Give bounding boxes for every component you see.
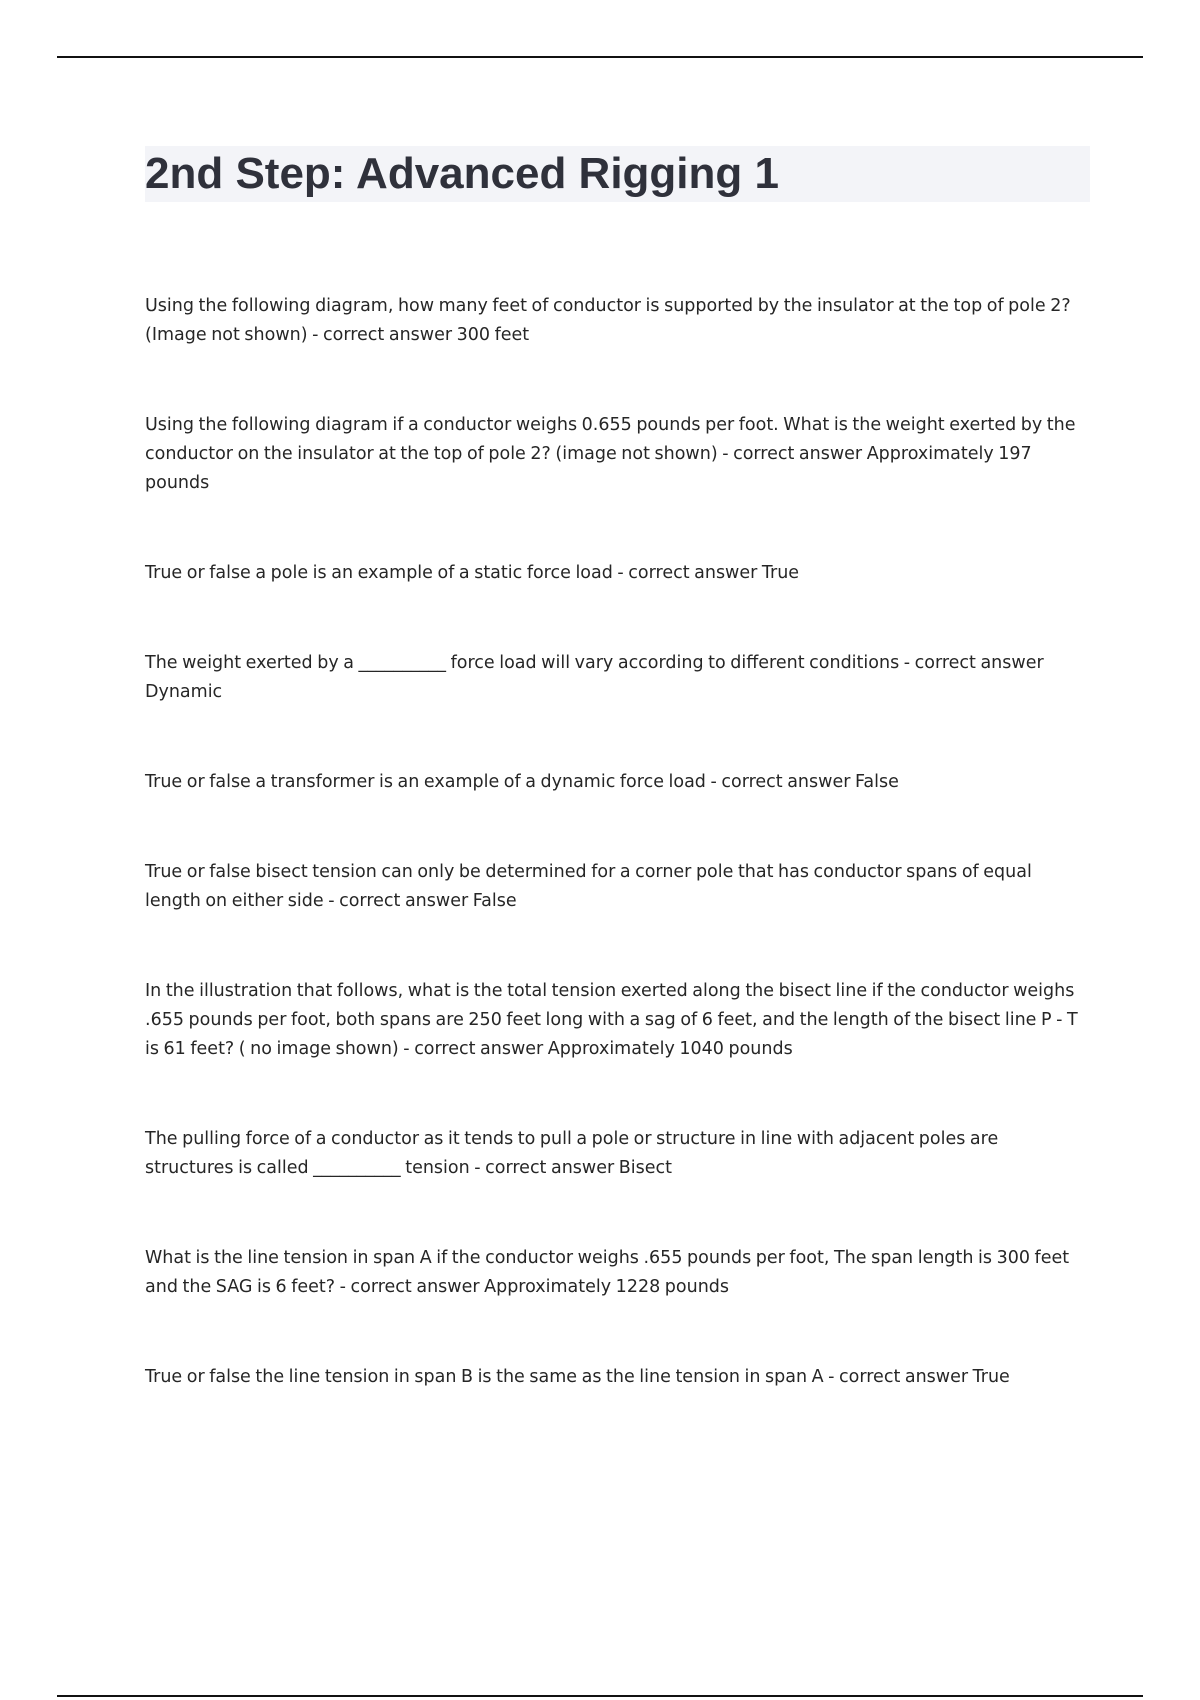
qa-item: In the illustration that follows, what is the total tension exerted along the bisect line if the conductor weighs .655 pounds per foot, both spans are 250 feet long with a sag of 6 feet, and the length of the bisect line P - T is 61 feet? ( no image shown) - correct answer Approximately 1040 pounds [145,981,1078,1059]
qa-item: Using the following diagram, how many feet of conductor is supported by the insulator at the top of pole 2? (Image not shown) - correct answer 300 feet [145,296,1071,345]
bottom-rule [57,1695,1143,1697]
qa-item: True or false bisect tension can only be determined for a corner pole that has conductor spans of equal length on either side - correct answer False [145,862,1032,911]
top-rule [57,56,1143,58]
qa-item: The weight exerted by a __________ force load will vary according to different conditions - correct answer Dynamic [145,653,1044,702]
qa-list [145,292,1090,1392]
qa-item: True or false the line tension in span B is the same as the line tension in span A - correct answer True [145,1367,1010,1387]
qa-item: True or false a pole is an example of a static force load - correct answer True [145,563,800,583]
qa-item: Using the following diagram if a conductor weighs 0.655 pounds per foot. What is the weight exerted by the conductor on the insulator at the top of pole 2? (image not shown) - correct answer Approximately 197 pounds [145,415,1076,493]
document-title: 2nd Step: Advanced Rigging 1 [145,149,779,198]
qa-item: What is the line tension in span A if the conductor weighs .655 pounds per foot, The span length is 300 feet and the SAG is 6 feet? - correct answer Approximately 1228 pounds [145,1248,1070,1297]
qa-item: True or false a transformer is an example of a dynamic force load - correct answer False [145,772,899,792]
qa-item: The pulling force of a conductor as it tends to pull a pole or structure in line with adjacent poles are structures is called __________ tension - correct answer Bisect [145,1129,999,1178]
